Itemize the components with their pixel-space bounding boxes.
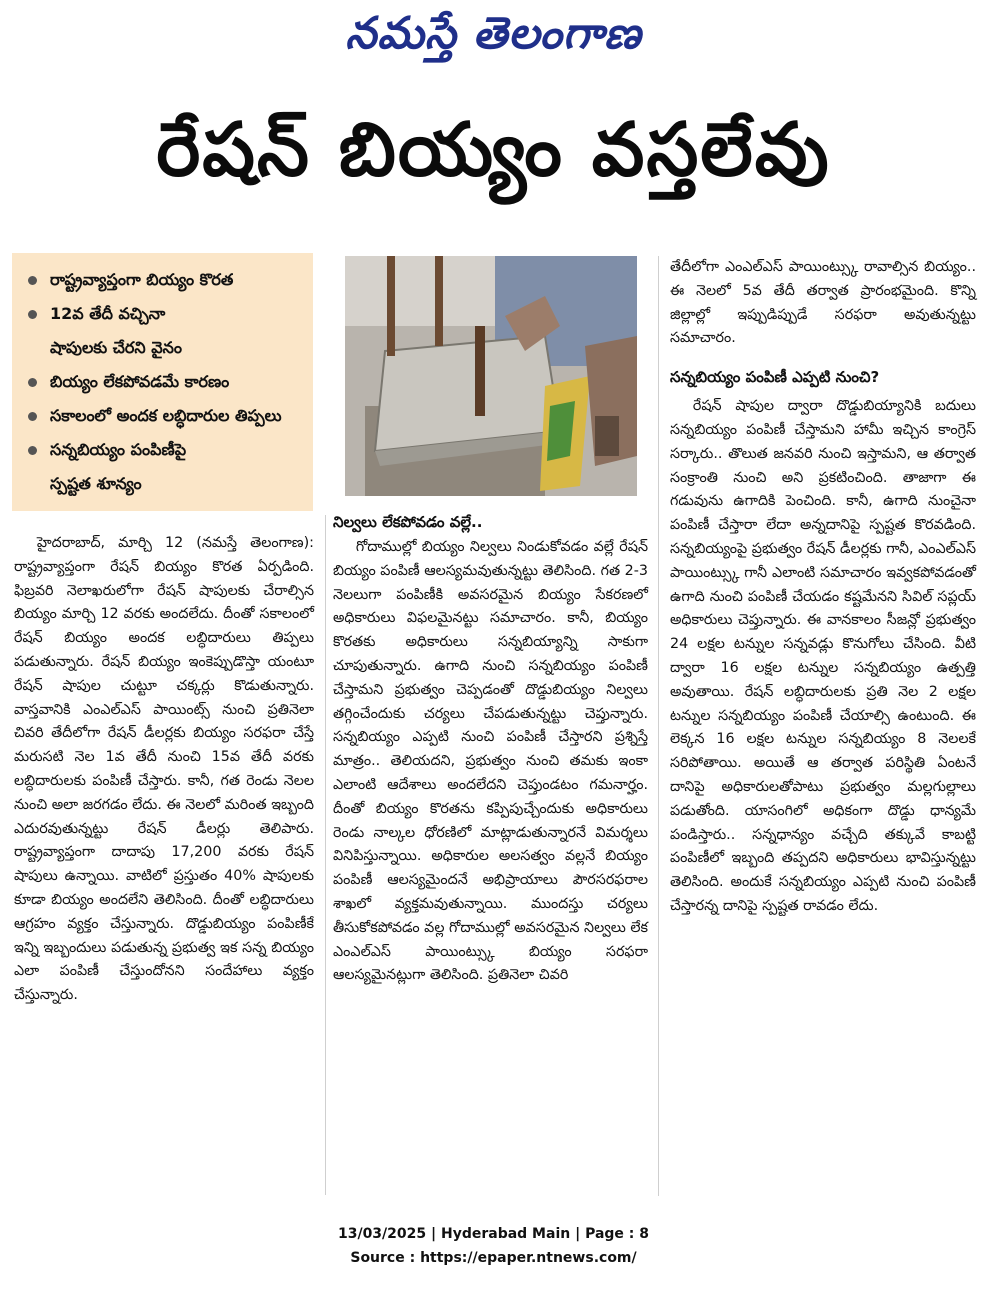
footer-date-page: 13/03/2025 | Hyderabad Main | Page : 8 [337,1226,650,1242]
headline: రేషన్ బియ్యం వస్తలేవు [156,107,831,193]
highlight-item [26,331,303,365]
bullet-icon [28,310,37,319]
column-divider [325,515,326,1195]
article-column-3 [670,256,976,919]
article-paragraph: రేషన్ షాపుల ద్వారా దొడ్డుబియ్యానికి బదులు సన్నబియ్యం పంపిణీ చేస్తామని హామీ ఇచ్చిన కాంగ్రెస్ సర్కారు.. తొలుత జనవరి నుంచి ఇస్తామని, ఆ తర్వాత సంక్రాంతి నుంచి అని ప్రకటించింది. తాజాగా ఈ గడువును ఉగాదికి పెంచింది. కానీ, ఉగాది నుంచైనా పంపిణీ చేస్తారా లేదా అన్నదానిపై స్పష్టత కొరవడింది. సన్నబియ్యంపై ప్రభుత్వం రేషన్ డీలర్లకు గానీ, ఎంఎల్ఎస్ పాయింట్స్కు గానీ ఎలాంటి సమాచారం ఇవ్వకపోవడంతో ఉగాది నుంచి పంపిణీ చేయడం కష్టమేనని సివిల్ సప్లయ్ అధికారులు చెప్తున్నారు. ఈ వానకాలం సీజన్లో ప్రభుత్వం 24 లక్షల టన్నుల సన్నవడ్లు కొనుగోలు చేసింది. వీటి ద్వారా 16 లక్షల టన్నుల సన్నబియ్యం ఉత్పత్తి అవుతాయి. రేషన్ లబ్ధిదారులకు ప్రతి నెల 2 లక్షల టన్నుల సన్నబియ్యం పంపిణీ చేయాల్సి ఉంటుంది. ఈ లెక్కన 16 లక్షల టన్నుల సన్నబియ్యం 8 నెలలకే సరిపోతాయి. అయితే ఆ తర్వాత పరిస్థితి ఏంటనే దానిపై అధికారులతోపాటు ప్రభుత్వం మల్లగుల్లాలు పడుతోంది. యాసంగిలో అధికంగా దొడ్డు ధాన్యమే పండిస్తారు.. సన్నధాన్యం వచ్చేది తక్కువే కాబట్టి పంపిణీలో ఇబ్బంది తప్పదని అధికారులు భావిస్తున్నట్టు తెలిసింది. అందుకే సన్నబియ్యం ఎప్పటి నుంచి పంపిణీ చేస్తారన్న దానిపై స్పష్టత రావడం లేదు. [670,398,976,914]
bullet-icon [28,412,37,421]
highlight-text: రాష్ట్రవ్యాప్తంగా బియ్యం కొరత [50,270,234,289]
highlight-item [26,297,303,331]
highlight-text: షాపులకు చేరని వైనం [50,338,182,357]
highlight-text: 12వ తేదీ వచ్చినా [50,304,166,323]
highlight-item [26,399,303,433]
news-photo [345,256,637,496]
highlight-item [26,263,303,297]
highlight-text: స్పష్టత శూన్యం [50,474,142,493]
highlights-box [12,253,313,511]
article-paragraph: గోదాముల్లో బియ్యం నిల్వలు నిండుకోవడం వల్లే రేషన్ బియ్యం పంపిణీ ఆలస్యమవుతున్నట్టు తెలిసింది. గత 2-3 నెలలుగా పంపిణీకి అవసరమైన బియ్యం సేకరణలో అధికారులు విఫలమైనట్టు సమాచారం. కానీ, బియ్యం కొరతకు అధికారులు సన్నబియ్యాన్ని సాకుగా చూపుతున్నారు. ఉగాది నుంచి సన్నబియ్యం పంపిణీ చేస్తామని ప్రభుత్వం చెప్పడంతో దొడ్డుబియ్యం నిల్వలు తగ్గించేందుకు చర్యలు చేపడుతున్నట్టు చెప్తున్నారు. సన్నబియ్యం ఎప్పటి నుంచి పంపిణీ చేస్తారని ప్రశ్నిస్తే మాత్రం.. తెలియదని, ప్రభుత్వం నుంచి తమకు ఇంకా ఎలాంటి ఆదేశాలు అందలేదని చెప్తుండటం గమనార్హం. దీంతో బియ్యం కొరతను కప్పిపుచ్చేందుకు అధికారులు రెండు నాల్కల ధోరణిలో మాట్లాడుతున్నారనే విమర్శలు వినిపిస్తున్నాయి. అధికారుల అలసత్వం వల్లనే బియ్యం పంపిణీ ఆలస్యమైందనే అభిప్రాయాలు పౌరసరఫరాల శాఖలో వ్యక్తమవుతున్నాయి. ముందస్తు చర్యలు తీసుకోకపోవడం వల్ల గోదాముల్లో అవసరమైన నిల్వలు లేక ఎంఎల్ఎస్ పాయింట్స్కు బియ్యం సరఫరా ఆలస్యమైనట్లుగా తెలిసింది. ప్రతినెలా చివరి [333,539,648,984]
highlights-list [26,263,303,501]
article-paragraph: తేదీలోగా ఎంఎల్ఎస్ పాయింట్స్కు రావాల్సిన బియ్యం.. ఈ నెలలో 5వ తేదీ తర్వాత ప్రారంభమైంది. కొన్ని జిల్లాల్లో ఇప్పుడిప్పుడే సరఫరా అవుతున్నట్టు సమాచారం. [670,259,976,347]
bullet-icon [28,276,37,285]
article-paragraph: హైదరాబాద్, మార్చి 12 (నమస్తే తెలంగాణ): రాష్ట్రవ్యాప్తంగా రేషన్ బియ్యం కొరత ఏర్పడింది. ఫిబ్రవరి నెలాఖరులోగా రేషన్ షాపులకు చేరాల్సిన బియ్యం మార్చి 12 వరకు అందలేదు. దీంతో సకాలంలో రేషన్ బియ్యం అందక లబ్ధిదారులు తిప్పలు పడుతున్నారు. రేషన్ బియ్యం ఇంకెప్పుడొస్తా యంటూ రేషన్ షాపుల చుట్టూ చక్కర్లు కొడుతున్నారు. వాస్తవానికి ఎంఎల్ఎస్ పాయింట్స్ నుంచి ప్రతినెలా చివరి తేదీలోగా రేషన్ డీలర్లకు బియ్యం సరఫరా చేస్తే మరుసటి నెల 1వ తేదీ నుంచి 15వ తేదీ వరకు లబ్ధిదారులకు పంపిణీ చేస్తారు. కానీ, గత రెండు నెలల నుంచి అలా జరగడం లేదు. ఈ నెలలో మరింత ఇబ్బంది ఎదురవుతున్నట్టు రేషన్ డీలర్లు తెలిపారు. రాష్ట్రవ్యాప్తంగా దాదాపు 17,200 వరకు రేషన్ షాపులు ఉన్నాయి. వాటిలో ప్రస్తుతం 40% షాపులకు కూడా బియ్యం అందలేని తెలిసింది. దీంతో లబ్ధిదారులు ఆగ్రహం వ్యక్తం చేస్తున్నారు. దొడ్డుబియ్యం పంపిణీకే ఇన్ని ఇబ్బందులు పడుతున్న ప్రభుత్వ ఇక సన్న బియ్యం ఎలా పంపిణీ చేస్తుందోనని సందేహాలు వ్యక్తం చేస్తున్నారు. [14,535,314,1004]
highlight-text: సన్నబియ్యం పంపిణీపై [50,440,187,459]
highlight-item [26,365,303,399]
highlight-item [26,433,303,467]
footer-source: Source : https://epaper.ntnews.com/ [350,1250,637,1266]
article-column-1 [14,532,314,1008]
masthead-logo: నమస్తే తెలంగాణ [345,8,642,59]
bullet-icon [28,446,37,455]
highlight-item [26,467,303,501]
highlight-text: బియ్యం లేకపోవడమే కారణం [50,372,230,391]
bullet-icon [28,378,37,387]
subheading: సన్నబియ్యం పంపిణీ ఎప్పటి నుంచి? [670,368,880,387]
column-divider [658,256,659,1196]
subheading: నిల్వలు లేకపోవడం వల్లే.. [333,513,483,531]
highlight-text: సకాలంలో అందక లబ్ధిదారుల తిప్పలు [50,406,282,425]
article-column-2 [333,510,648,988]
